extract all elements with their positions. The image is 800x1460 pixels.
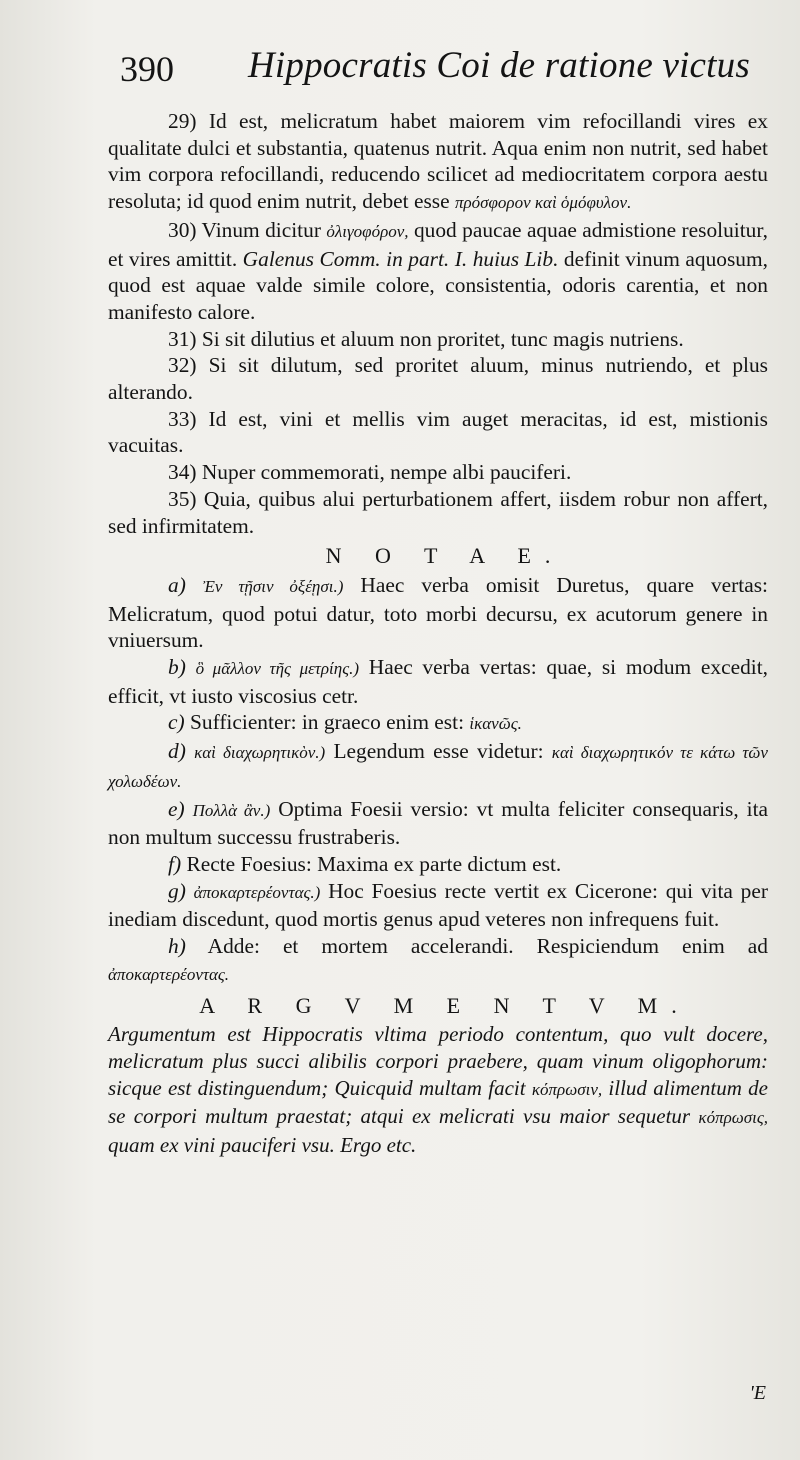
greek-phrase: ἀποκαρτερέοντας.): [193, 882, 321, 902]
paragraph-text: 33) Id est, vini et mellis vim auget meracitas, id est, mistionis vacuitas.: [108, 406, 768, 458]
running-title: Hippocratis Coi de ratione victus: [248, 45, 750, 86]
main-text: [108, 108, 768, 1159]
page-number: 390: [120, 49, 174, 89]
note-text: Adde: et mortem accelerandi. Respiciendum enim ad: [207, 934, 768, 959]
paragraph-text: 34) Nuper commemorati, nempe albi pauciferi.: [168, 460, 572, 485]
note-letter: g): [168, 878, 186, 903]
page-header: [120, 44, 760, 104]
paragraph-30: [108, 217, 768, 326]
greek-phrase: ὀλιγοφόρον,: [326, 221, 409, 241]
paragraph-text: 32) Si sit dilutum, sed proritet aluum, minus nutriendo, et plus alterando.: [108, 353, 768, 405]
greek-phrase: κόπρωσις,: [698, 1108, 768, 1128]
greek-phrase: ἀποκαρτερέοντας.: [108, 964, 230, 984]
note-letter: f): [168, 851, 182, 876]
paragraph-35: [108, 486, 768, 539]
greek-phrase: πρόσφορον καὶ ὁμόφυλον.: [454, 193, 632, 213]
paragraph-33: [108, 406, 768, 459]
greek-phrase: Πολλὰ ἂν.): [192, 800, 271, 820]
note-letter: b): [168, 655, 186, 680]
paragraph-32: [108, 352, 768, 405]
note-b: [108, 654, 768, 709]
note-letter: c): [168, 710, 185, 735]
argumentum-paragraph: [108, 1021, 768, 1159]
argumentum-text: quam ex vini pauciferi vsu. Ergo etc.: [108, 1133, 417, 1158]
note-text: Legendum esse videtur:: [333, 739, 544, 764]
note-f: [108, 851, 768, 878]
greek-phrase: καὶ διαχωρητικόν τε κάτω τῶν χολωδέων.: [108, 743, 768, 791]
note-letter: a): [168, 572, 186, 597]
note-a: [108, 572, 768, 654]
note-letter: h): [168, 934, 186, 959]
greek-phrase: καὶ διαχωρητικὸν.): [194, 743, 326, 763]
paragraph-text: 29) Id est, melicratum habet maiorem vim refocillandi vires ex qualitate dulci et substantia, quatenus nutrit. Aqua enim non nutrit, sed habet vim corpora refocillandi, reducendo scilicet ad mediocritatem corpora aestu resoluta; id quod enim nutrit, debet esse: [108, 109, 768, 214]
note-letter: d): [168, 739, 186, 764]
paragraph-34: [108, 459, 768, 486]
note-c: [108, 709, 768, 738]
notae-heading: N O T A E.: [325, 543, 565, 569]
argumentum-text: Argumentum est Hippocratis vltima periodo contentum, quo vult docere, melicratum plus succi alibilis corpori praebere, quam vinum oligophorum: sicque est distinguendum; Quicquid multam facit: [108, 1022, 768, 1100]
argumentum-heading: A R G V M E N T V M.: [199, 992, 691, 1018]
paragraph-text: 35) Quia, quibus alui perturbationem affert, iisdem robur non affert, sed infirmitatem.: [108, 486, 768, 538]
citation: Galenus Comm. in part. I. huius Lib.: [242, 246, 559, 271]
note-text: Optima Foesii versio: vt multa feliciter consequaris, ita non multum successu frustraberis.: [108, 796, 769, 850]
note-text: Haec verba vertas: quae, si modum excedit, efficit, vt iusto viscosius cetr.: [108, 655, 769, 708]
note-text: Haec verba omisit Duretus, quare vertas: Melicratum, quod potui datur, toto morbi decursu, ex acutorum genere in vniuersum.: [108, 572, 768, 653]
paragraph-text: definit vinum aquosum, quod est aquae valde simile colore, consistentia, odoris carentia, et non manifesto calore.: [108, 246, 768, 324]
note-g: [108, 878, 768, 933]
catchword: 'Ε: [749, 1382, 766, 1404]
note-d: [108, 738, 768, 795]
note-text: Recte Foesius: Maxima ex parte dictum est.: [186, 851, 562, 876]
greek-phrase: Ἐν τῇσιν ὀξέῃσι.): [202, 576, 344, 596]
note-text: Hoc Foesius recte vertit ex Cicerone: qui vita per inediam discedunt, quod mortis genus apud veteres non infrequens fuit.: [108, 878, 768, 932]
greek-phrase: ἱκανῶς.: [469, 714, 522, 734]
note-letter: e): [168, 796, 185, 821]
argumentum-text: illud alimentum de se corpori multum praestat; atqui ex melicrati vsu maior sequetur: [108, 1075, 768, 1129]
note-text: Sufficienter: in graeco enim est:: [189, 710, 465, 735]
paragraph-text: 30) Vinum dicitur: [168, 217, 321, 242]
paragraph-text: quod paucae aquae admistione resoluitur, et vires amittit.: [108, 217, 768, 271]
paragraph-text: 31) Si sit dilutius et aluum non proritet, tunc magis nutriens.: [168, 326, 684, 351]
paragraph-31: [108, 326, 768, 353]
note-e: [108, 796, 768, 851]
greek-phrase: κόπρωσιν,: [531, 1079, 603, 1099]
greek-phrase: ὃ μᾶλλον τῆς μετρίης.): [195, 659, 360, 679]
note-h: [108, 933, 768, 988]
paragraph-29: [108, 108, 768, 217]
